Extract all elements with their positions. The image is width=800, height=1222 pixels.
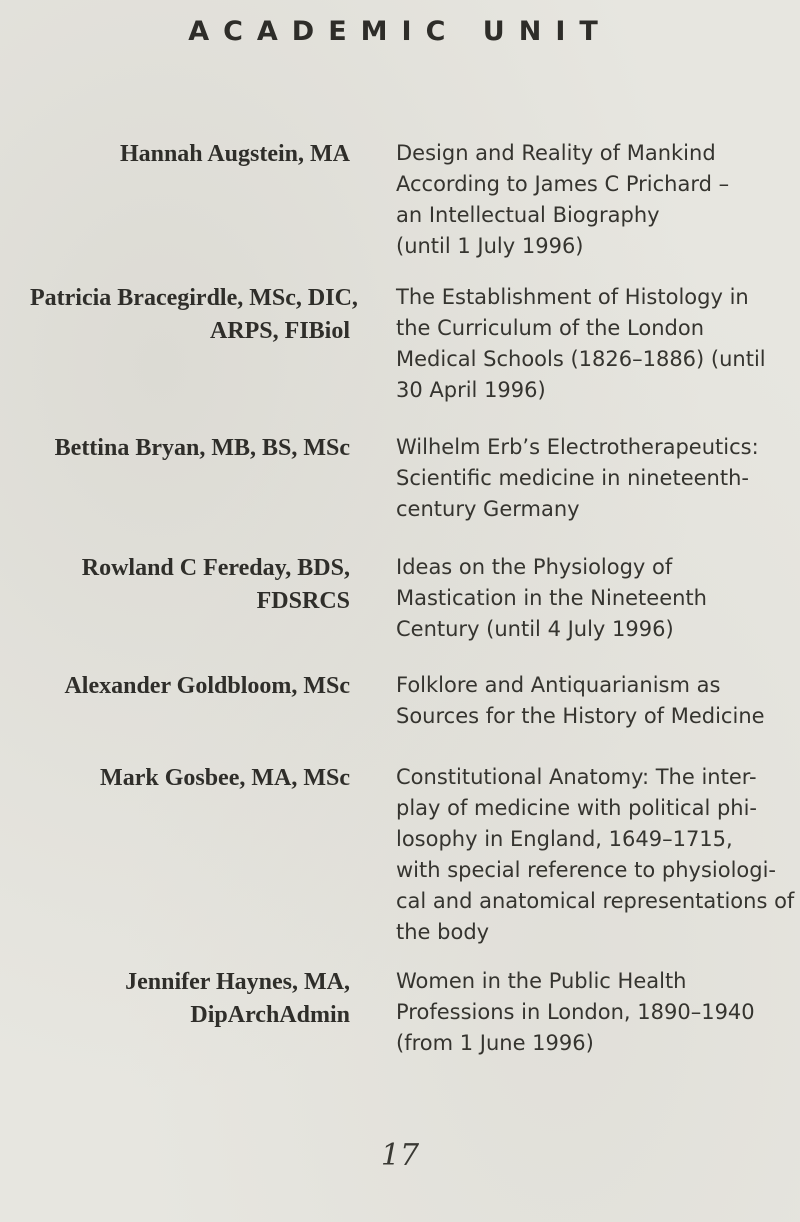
thesis-title [396, 138, 756, 262]
thesis-title-line: According to James C Prichard – [396, 172, 730, 196]
thesis-title-line: Constitutional Anatomy: The inter- [396, 765, 757, 789]
person-name [30, 432, 350, 465]
thesis-title-line: Scientific medicine in nineteenth- [396, 466, 749, 490]
person-name-line: Bettina Bryan, MB, BS, MSc [54, 435, 350, 461]
person-name [30, 282, 358, 348]
person-name [30, 552, 350, 618]
thesis-title-line: Professions in London, 1890–1940 [396, 1000, 755, 1024]
section-heading: ACADEMIC UNIT [188, 16, 612, 47]
person-name [30, 138, 350, 171]
thesis-title-line: The Establishment of Histology in [396, 285, 749, 309]
thesis-title-line: (until 1 July 1996) [396, 234, 584, 258]
person-name-line: Mark Gosbee, MA, MSc [100, 765, 350, 791]
person-name-line: Rowland C Fereday, BDS, [81, 555, 350, 581]
thesis-title-line: with special reference to physiologi- [396, 858, 776, 882]
thesis-title-line: cal and anatomical representations of [396, 889, 795, 913]
thesis-title-line: Wilhelm Erb’s Electrotherapeutics: [396, 435, 759, 459]
page-number: 17 [380, 1138, 420, 1173]
thesis-title-line: Century (until 4 July 1996) [396, 617, 674, 641]
thesis-title-line: Ideas on the Physiology of [396, 555, 673, 579]
thesis-title-line: an Intellectual Biography [396, 203, 660, 227]
thesis-title-line: Mastication in the Nineteenth [396, 586, 707, 610]
thesis-title [396, 282, 766, 406]
thesis-title-line: Design and Reality of Mankind [396, 141, 716, 165]
person-name [30, 966, 350, 1032]
thesis-title [396, 552, 756, 645]
person-name [30, 670, 350, 703]
person-name-line: Alexander Goldbloom, MSc [64, 673, 350, 699]
thesis-title-line: play of medicine with political phi- [396, 796, 757, 820]
thesis-title-line: Folklore and Antiquarianism as [396, 673, 721, 697]
thesis-title-line: Women in the Public Health [396, 969, 687, 993]
thesis-title-line: Medical Schools (1826–1886) (until [396, 347, 766, 371]
person-name [30, 762, 350, 795]
person-name-line: Patricia Bracegirdle, MSc, DIC, [30, 285, 358, 311]
thesis-title-line: century Germany [396, 497, 580, 521]
thesis-title [396, 762, 795, 948]
thesis-title-line: (from 1 June 1996) [396, 1031, 594, 1055]
person-name-line: FDSRCS [256, 588, 350, 614]
thesis-title-line: the body [396, 920, 490, 944]
thesis-title [396, 670, 765, 732]
thesis-title [396, 432, 759, 525]
thesis-title-line: 30 April 1996) [396, 378, 546, 402]
thesis-title-line: losophy in England, 1649–1715, [396, 827, 733, 851]
thesis-title-line: Sources for the History of Medicine [396, 704, 765, 728]
thesis-title [396, 966, 756, 1059]
person-name-line: DipArchAdmin [190, 1002, 350, 1028]
person-name-line: Jennifer Haynes, MA, [125, 969, 350, 995]
person-name-line: ARPS, FIBiol [209, 318, 350, 344]
person-name-line: Hannah Augstein, MA [119, 141, 350, 167]
thesis-title-line: the Curriculum of the London [396, 316, 705, 340]
